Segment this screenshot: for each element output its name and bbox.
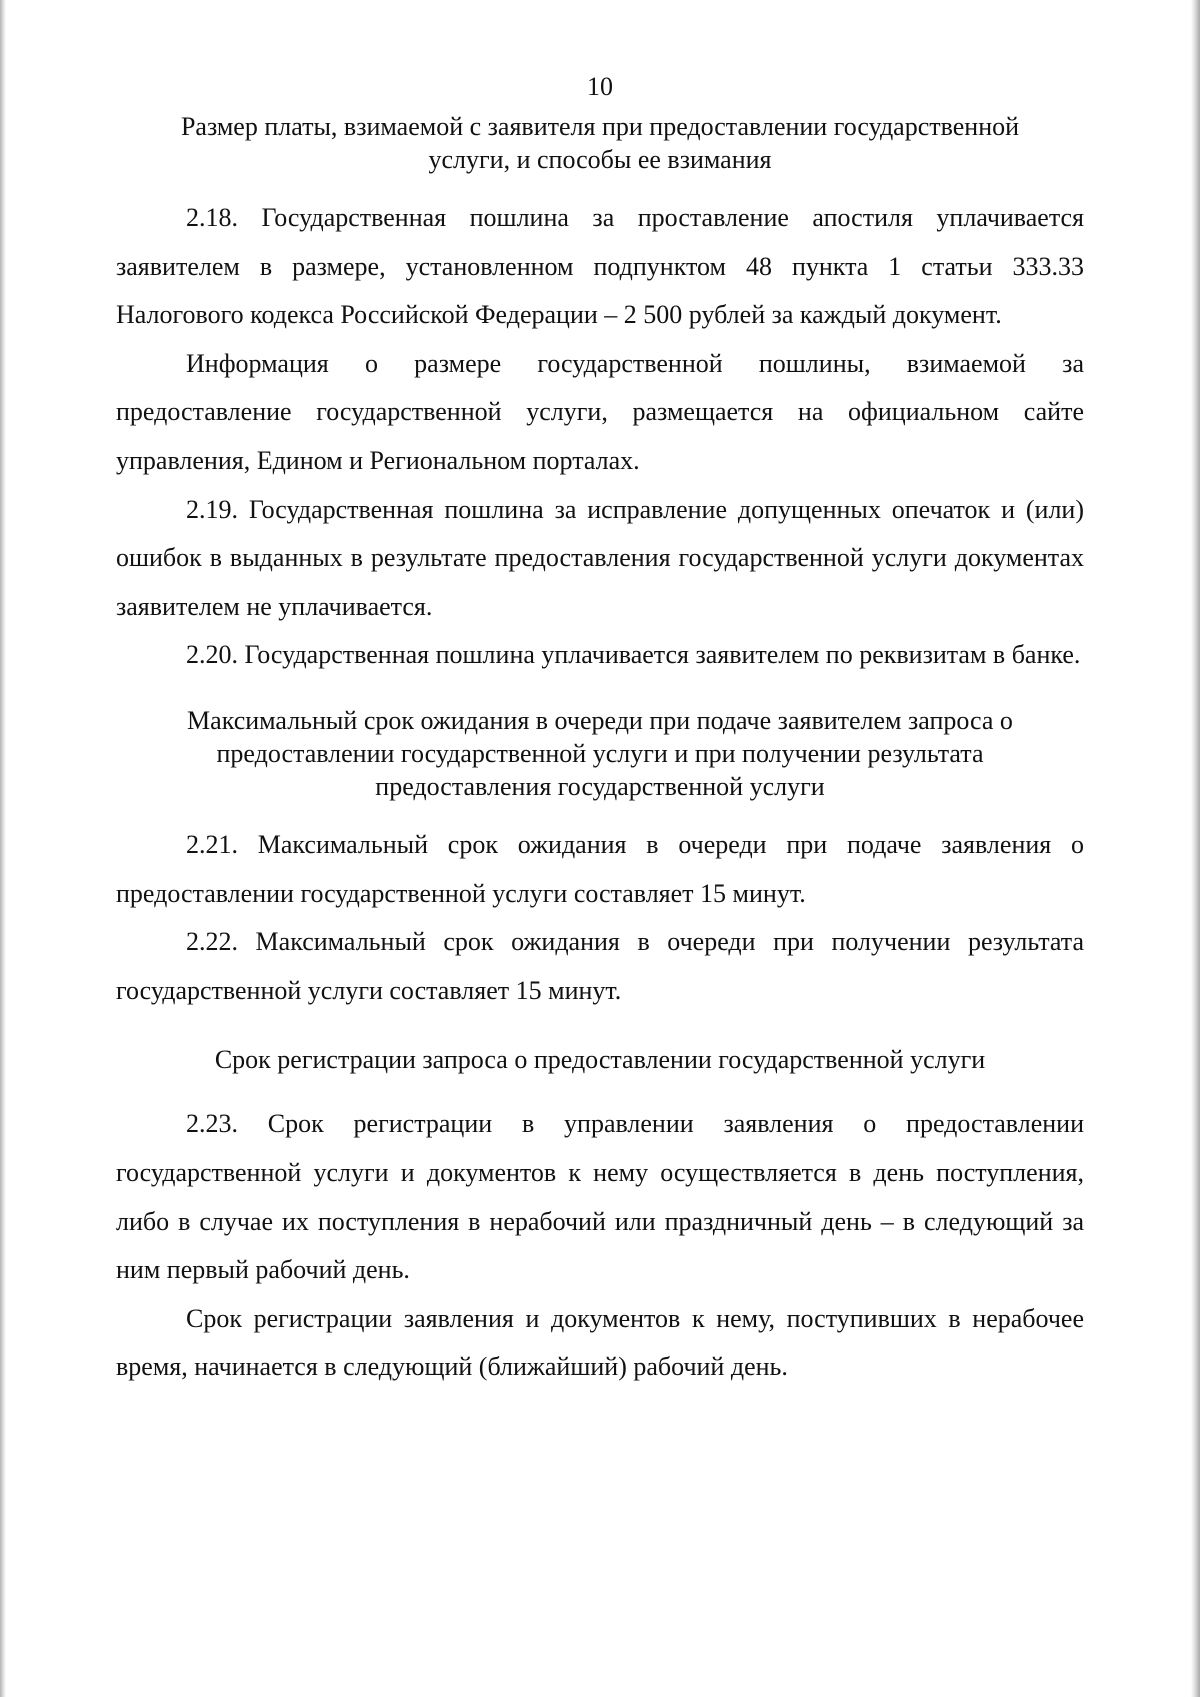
paragraph-2-18: 2.18. Государственная пошлина за проставление апостиля уплачивается заявителем в размере, установленном подпунктом 48 пункта 1 статьи 333.33 Налогового кодекса Российской Федерации – 2 500 рублей за каждый документ. [116, 203, 1084, 330]
paragraph-fee-info: Информация о размере государственной пошлины, взимаемой за предоставление государственной услуги, размещается на официальном сайте управления, Едином и Региональном порталах. [116, 348, 1084, 475]
section-registration [116, 1043, 1084, 1392]
paragraph-2-20: 2.20. Государственная пошлина уплачивается заявителем по реквизитам в банке. [186, 640, 1081, 670]
paragraph-2-19: 2.19. Государственная пошлина за исправление допущенных опечаток и (или) ошибок в выданных в результате предоставления государственной услуги документах заявителем не уплачивается. [116, 494, 1084, 621]
heading-line: Срок регистрации запроса о предоставлении государственной услуги [214, 1045, 986, 1075]
heading-line: предоставлении государственной услуги и при получении результата [216, 738, 984, 768]
section-heading [116, 1043, 1084, 1076]
page-number: 10 [587, 72, 613, 101]
section-heading [116, 110, 1084, 176]
section-queue-time [116, 704, 1084, 1015]
paragraph-registration-nonworking: Срок регистрации заявления и документов к нему, поступивших в нерабочее время, начинается в следующий (ближайший) рабочий день. [116, 1303, 1084, 1382]
section-heading [116, 704, 1084, 803]
heading-line: предоставления государственной услуги [375, 771, 825, 801]
document-page [116, 70, 1084, 1392]
paragraph-2-22: 2.22. Максимальный срок ожидания в очереди при получении результата государственной услуги составляет 15 минут. [116, 927, 1084, 1005]
heading-line: услуги, и способы ее взимания [428, 145, 772, 174]
scan-edge-right [1191, 0, 1200, 1697]
section-fee [116, 110, 1084, 680]
paragraph-2-21: 2.21. Максимальный срок ожидания в очереди при подаче заявления о предоставлении государственной услуги составляет 15 минут. [116, 829, 1084, 908]
paragraph-2-23: 2.23. Срок регистрации в управлении заявления о предоставлении государственной услуги и документов к нему осуществляется в день поступления, либо в случае их поступления в нерабочий или праздничный день – в следующий за ним первый рабочий день. [116, 1109, 1084, 1285]
heading-line: Размер платы, взимаемой с заявителя при предоставлении государственной [180, 112, 1020, 141]
heading-line: Максимальный срок ожидания в очереди при подаче заявителем запроса о [187, 705, 1013, 735]
scan-edge-left [0, 0, 6, 1697]
